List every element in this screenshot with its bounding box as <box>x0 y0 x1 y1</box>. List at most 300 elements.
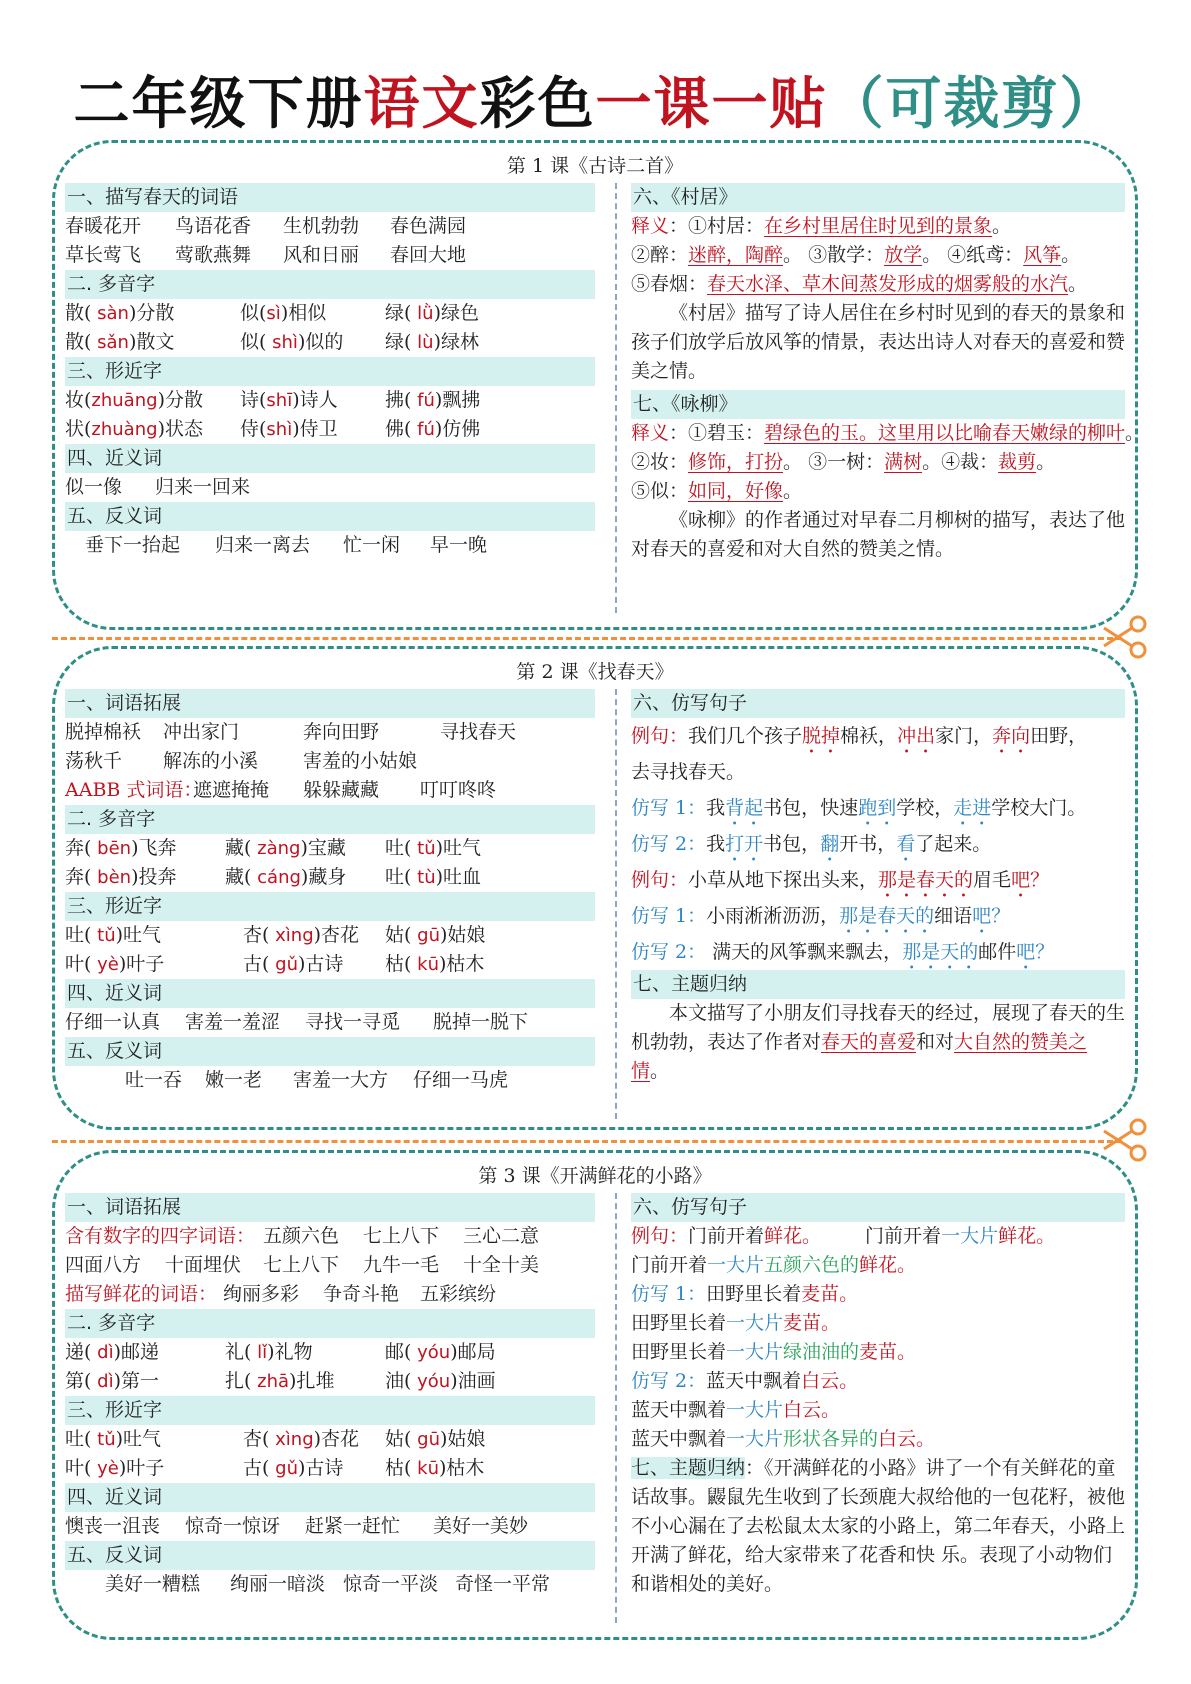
pinyin: sǎn <box>91 332 129 353</box>
punct: 。 <box>1125 422 1145 444</box>
text: 细语 <box>934 905 973 927</box>
word: 奇怪一平常 <box>455 1573 551 1595</box>
section-header: 二. 多音字 <box>65 805 595 834</box>
word: )吐气 <box>435 837 482 859</box>
text: ：《开满鲜花的小路》讲了一个有关鲜花的童话故事。鼹鼠先生收到了长颈鹿大叔给他的一包花籽，被他不小心漏在了去松鼠太太家的小路上，第二年春天，小路上开满了鲜花，给大家带来了花香和快 乐。表现了小动物们和谐相处的美好。 <box>631 1457 1126 1595</box>
word: 嫩一老 <box>205 1069 263 1091</box>
label: 释义 <box>631 215 670 237</box>
char: 藏( <box>225 866 252 888</box>
number-idiom-row <box>65 1222 595 1251</box>
word: 风和日丽 <box>283 244 360 266</box>
text: 学校， <box>896 797 954 819</box>
pinyin: xìng <box>269 925 314 946</box>
word: 十面埋伏 <box>165 1254 242 1276</box>
char: 似( <box>240 302 267 324</box>
right-column <box>615 183 1145 613</box>
word: )杏花 <box>313 1428 360 1450</box>
pinyin: yóu <box>411 1342 451 1363</box>
section-header: 五、反义词 <box>65 1037 595 1066</box>
char: 吐( <box>65 924 92 946</box>
imitation-sentence <box>631 934 1125 970</box>
word: 十全十美 <box>463 1254 540 1276</box>
char: 奔( <box>65 837 92 859</box>
section-header: 四、近义词 <box>65 444 595 473</box>
char: 似( <box>240 331 267 353</box>
text: 棉袄， <box>840 725 898 747</box>
section-header: 一、描写春天的词语 <box>65 183 595 212</box>
label: AABB 式词语： <box>65 779 203 801</box>
word: )杏花 <box>313 924 360 946</box>
pinyin: tù <box>411 867 436 888</box>
word: 惊奇一惊讶 <box>185 1515 281 1537</box>
text: 家门， <box>935 725 993 747</box>
definition: 碧绿色的玉。这里用以比喻春天嫩绿的柳叶 <box>764 422 1126 444</box>
word-row <box>65 212 595 241</box>
example-sentence <box>631 862 1125 898</box>
similar-char-row <box>65 386 595 415</box>
synonym-row <box>65 1512 595 1541</box>
word: 四面八方 <box>65 1254 142 1276</box>
word: 忙一闲 <box>343 534 401 556</box>
punct: 。 <box>1036 451 1056 473</box>
term: 。④裁： <box>922 451 999 473</box>
pinyin: zhuàng <box>91 419 158 440</box>
left-column <box>65 689 595 1095</box>
char: 叶( <box>65 1457 92 1479</box>
right-column <box>615 1193 1125 1623</box>
char: 藏( <box>225 837 252 859</box>
label: 仿写 1： <box>631 1283 707 1305</box>
imitation-sentence <box>631 1280 1125 1309</box>
highlight: 翻 <box>820 833 840 855</box>
word: )藏身 <box>300 866 347 888</box>
highlight: 冲出 <box>897 725 936 747</box>
example-sentence <box>631 1222 1125 1251</box>
word: )飞奔 <box>131 837 177 859</box>
text: 书包， <box>763 833 821 855</box>
highlight: 形状各异的 <box>783 1428 879 1450</box>
term: 。 ④纸鸢： <box>922 244 1024 266</box>
word: 春暖花开 <box>65 215 142 237</box>
text: 书包，快速 <box>763 797 859 819</box>
highlight: 吧？ <box>972 905 1011 927</box>
pinyin: shī <box>266 390 293 411</box>
section-header: 五、反义词 <box>65 1541 595 1570</box>
section-header: 三、形近字 <box>65 892 595 921</box>
definition-row <box>631 419 1145 448</box>
word: 赶紧一赶忙 <box>305 1515 401 1537</box>
word: )绿色 <box>433 302 479 324</box>
pinyin: lǐ <box>251 1342 268 1363</box>
highlight: 看 <box>896 833 916 855</box>
word: 争奇斗艳 <box>323 1283 400 1305</box>
char: 佛( <box>385 418 412 440</box>
word: )仿佛 <box>434 418 481 440</box>
word-row <box>65 718 595 747</box>
text: 满天的风筝飘来飘去， <box>706 941 903 963</box>
similar-char-row <box>65 1454 595 1483</box>
word: )叶子 <box>118 1457 165 1479</box>
definition: 裁剪 <box>998 451 1037 473</box>
word-row <box>65 241 595 270</box>
text: 蓝天中飘着 <box>706 1370 802 1392</box>
char: 吐( <box>385 866 412 888</box>
imitation-sentence <box>631 826 1125 862</box>
summary-paragraph <box>631 999 1125 1086</box>
number-idiom-row <box>65 1251 595 1280</box>
highlight: 绿油油的 <box>783 1341 860 1363</box>
similar-char-row <box>65 1425 595 1454</box>
char: 枯( <box>385 1457 412 1479</box>
word: )叶子 <box>118 953 165 975</box>
pinyin: tǔ <box>411 838 436 859</box>
pinyin: xìng <box>269 1429 314 1450</box>
title-part-color: 彩色 <box>479 72 596 137</box>
highlight: 脱掉 <box>802 725 841 747</box>
polyphone-row <box>65 1338 595 1367</box>
text: 门前开着 <box>631 1254 708 1276</box>
term: ②醉： <box>631 244 689 266</box>
left-column <box>65 1193 595 1599</box>
antonym-row <box>65 1066 595 1095</box>
char: 状( <box>65 418 92 440</box>
punct: 。 <box>1061 244 1081 266</box>
char: 杏( <box>243 924 270 946</box>
title-part-grade: 二年级下册 <box>73 72 364 137</box>
text: 田野， <box>1030 725 1088 747</box>
section-header: 三、形近字 <box>65 357 595 386</box>
highlight: 吧？ <box>1011 869 1050 891</box>
char: 吐( <box>385 837 412 859</box>
char: 递( <box>65 1341 92 1363</box>
section-header: 七、《咏柳》 <box>631 390 1125 419</box>
highlight: 一大片 <box>726 1399 784 1421</box>
section-header: 四、近义词 <box>65 1483 595 1512</box>
title-part-subject: 语文 <box>363 72 480 137</box>
text: 邮件 <box>978 941 1017 963</box>
section-header: 一、词语拓展 <box>65 689 595 718</box>
lesson-card-3 <box>52 1150 1138 1640</box>
char: 第( <box>65 1370 92 1392</box>
example-sentence-cont: 去寻找春天。 <box>631 761 746 783</box>
word: )散文 <box>128 331 175 353</box>
text: 和对 <box>916 1031 955 1053</box>
lesson-title: 第 1 课《古诗二首》 <box>506 155 684 177</box>
section-header: 七、主题归纳 <box>631 1457 746 1479</box>
text: 蓝天中飘着 <box>631 1399 727 1421</box>
char: 姑( <box>385 924 412 946</box>
char: 姑( <box>385 1428 412 1450</box>
word: )第一 <box>113 1370 159 1392</box>
lesson-card-1 <box>52 140 1145 630</box>
highlight: 走进 <box>953 797 992 819</box>
synonym-row <box>65 1008 595 1037</box>
summary-paragraph: 《咏柳》的作者通过对早春二月柳树的描写，表达了他对春天的喜爱和对大自然的赞美之情。 <box>631 509 1126 560</box>
definition-row <box>631 241 1125 270</box>
word: 生机勃勃 <box>283 215 360 237</box>
pinyin: yè <box>91 1458 119 1479</box>
word: )扎堆 <box>289 1370 335 1392</box>
word: 九牛一毛 <box>363 1254 440 1276</box>
text: 我们几个孩子 <box>688 725 803 747</box>
word: )飘拂 <box>434 389 481 411</box>
word: 奔向田野 <box>303 721 380 743</box>
term: ：①村居： <box>669 215 765 237</box>
imitation-sentence <box>631 1396 1125 1425</box>
word: 垂下一抬起 <box>85 534 181 556</box>
highlight: 背起 <box>725 797 764 819</box>
highlight: 一大片 <box>726 1341 784 1363</box>
section-header: 二. 多音字 <box>65 1309 595 1338</box>
word: )似的 <box>297 331 344 353</box>
label: 释义 <box>631 422 670 444</box>
text: 开书， <box>839 833 897 855</box>
pinyin: sì <box>266 303 281 324</box>
label: 仿写 2： <box>631 833 707 855</box>
definition: 风筝 <box>1023 244 1062 266</box>
text: 眉毛 <box>973 869 1012 891</box>
flower-word-row <box>65 1280 595 1309</box>
pinyin: kū <box>411 954 439 975</box>
highlight: 一大片 <box>941 1225 999 1247</box>
imitation-sentence <box>631 898 1125 934</box>
pinyin: gū <box>411 1429 440 1450</box>
pinyin: gǔ <box>269 954 298 975</box>
pinyin: tǔ <box>91 1429 116 1450</box>
word: 绚丽多彩 <box>223 1283 300 1305</box>
char: 绿( <box>385 302 412 324</box>
word: 惊奇一平淡 <box>343 1573 439 1595</box>
label: 例句： <box>631 1225 689 1247</box>
word: 莺歌燕舞 <box>175 244 252 266</box>
word: )姑娘 <box>439 1428 486 1450</box>
pinyin: fú <box>411 390 435 411</box>
highlight: 白云。 <box>801 1370 859 1392</box>
char: 礼( <box>225 1341 252 1363</box>
imitation-sentence <box>631 1309 1125 1338</box>
term: ⑤似： <box>631 480 689 502</box>
text: 小雨淅淅沥沥， <box>706 905 840 927</box>
word: 冲出家门 <box>163 721 240 743</box>
word-row <box>65 747 595 776</box>
pinyin: zhā <box>251 1371 290 1392</box>
char: 邮( <box>385 1341 412 1363</box>
highlight: 鲜花。 <box>998 1225 1056 1247</box>
lesson-card-2 <box>52 646 1138 1130</box>
char: 奔( <box>65 866 92 888</box>
word: )投奔 <box>131 866 177 888</box>
word: )枯木 <box>438 953 485 975</box>
definition: 迷醉，陶醉 <box>688 244 784 266</box>
definition-row <box>631 212 1125 241</box>
char: 绿( <box>385 331 412 353</box>
page-title <box>0 70 1191 140</box>
pinyin: yè <box>91 954 119 975</box>
text: 田野里长着 <box>706 1283 802 1305</box>
word: 似一像 <box>65 476 123 498</box>
section-header: 六、仿写句子 <box>631 689 1125 718</box>
punct: 。 <box>650 1060 670 1082</box>
definition-row <box>631 477 1125 506</box>
highlight: 打开 <box>725 833 764 855</box>
word: 三心二意 <box>463 1225 540 1247</box>
word: )礼物 <box>267 1341 313 1363</box>
antonym-row <box>65 531 595 560</box>
example-sentence <box>631 718 1125 754</box>
text: 本文描写了小朋友们寻找春天的经过，展现了春天的生机勃勃，表达了作者对 <box>631 1002 1126 1053</box>
word: 鸟语花香 <box>175 215 252 237</box>
highlight: 一大片 <box>726 1428 784 1450</box>
text: 学校大门。 <box>991 797 1087 819</box>
text: 田野里长着 <box>631 1312 727 1334</box>
word: 寻找一寻觅 <box>305 1011 401 1033</box>
similar-char-row <box>65 921 595 950</box>
synonym-row <box>65 473 595 502</box>
word: )枯木 <box>438 1457 485 1479</box>
label: 例句： <box>631 725 689 747</box>
text: 了起来。 <box>915 833 992 855</box>
word: 归来一回来 <box>155 476 251 498</box>
highlight: 跑到 <box>858 797 897 819</box>
pinyin: bèn <box>91 867 132 888</box>
word: )姑娘 <box>439 924 486 946</box>
text: 我 <box>706 797 726 819</box>
pinyin: shì <box>266 419 293 440</box>
text: 门前开着 <box>688 1225 765 1247</box>
highlight: 鲜花。 <box>764 1225 822 1247</box>
word: )相似 <box>280 302 327 324</box>
pinyin: gū <box>411 925 440 946</box>
pinyin: lǜ <box>411 303 434 324</box>
word: )吐血 <box>435 866 482 888</box>
char: 杏( <box>243 1428 270 1450</box>
section-header: 三、形近字 <box>65 1396 595 1425</box>
pinyin: yóu <box>411 1371 451 1392</box>
polyphone-row <box>65 834 595 863</box>
highlight: 大自然的赞美之情 <box>631 1031 1088 1082</box>
definition: 如同，好像 <box>688 480 784 502</box>
char: 侍( <box>240 418 267 440</box>
pinyin: kū <box>411 1458 439 1479</box>
word: )吐气 <box>115 924 162 946</box>
pinyin: dì <box>91 1342 114 1363</box>
pinyin: fú <box>411 419 435 440</box>
punct: 。 <box>783 480 803 502</box>
word: 归来一离去 <box>215 534 311 556</box>
word: 美好一美妙 <box>433 1515 529 1537</box>
punct: 。 <box>992 215 1012 237</box>
word: 荡秋千 <box>65 750 123 772</box>
pinyin: bēn <box>91 838 132 859</box>
term: 。 ③一树： <box>783 451 885 473</box>
char: 吐( <box>65 1428 92 1450</box>
similar-char-row <box>65 415 595 444</box>
pinyin: cáng <box>251 867 301 888</box>
definition: 放学 <box>884 244 923 266</box>
title-part-lesson: 一课一贴 <box>595 72 828 137</box>
summary-paragraph: 《村居》描写了诗人居住在乡村时见到的春天的景象和孩子们放学后放风筝的情景，表达出诗人对春天的喜爱和赞美之情。 <box>631 302 1126 382</box>
word: 躲躲藏藏 <box>303 779 380 801</box>
word: 春色满园 <box>390 215 467 237</box>
polyphone-row <box>65 299 595 328</box>
cut-line <box>52 1140 1122 1143</box>
definition: 在乡村里居住时见到的景象 <box>764 215 993 237</box>
aabb-row <box>65 776 595 805</box>
word: 早一晚 <box>430 534 488 556</box>
definition-row <box>631 270 1125 299</box>
label: 仿写 1： <box>631 797 707 819</box>
text: 我 <box>706 833 726 855</box>
pinyin: tǔ <box>91 925 116 946</box>
highlight: 麦苗。 <box>801 1283 859 1305</box>
word: 七上八下 <box>363 1225 440 1247</box>
word: )侍卫 <box>292 418 338 440</box>
highlight: 那是天的 <box>902 941 979 963</box>
text: 蓝天中飘着 <box>631 1428 727 1450</box>
word: )油画 <box>450 1370 496 1392</box>
word: )古诗 <box>297 1457 344 1479</box>
section-header: 六、仿写句子 <box>631 1193 1125 1222</box>
word: 脱掉棉袄 <box>65 721 142 743</box>
cut-line <box>52 637 1122 640</box>
label: 例句： <box>631 869 689 891</box>
summary-paragraph <box>631 1454 1125 1599</box>
polyphone-row <box>65 328 595 357</box>
word: 害羞一羞涩 <box>185 1011 281 1033</box>
highlight: 一大片 <box>707 1254 765 1276</box>
highlight: 五颜六色的 <box>764 1254 860 1276</box>
word: 害羞的小姑娘 <box>303 750 418 772</box>
section-header: 七、主题归纳 <box>631 970 1125 999</box>
left-column <box>65 183 595 560</box>
imitation-sentence <box>631 1338 1125 1367</box>
word: )分散 <box>128 302 175 324</box>
word: )绿林 <box>433 331 479 353</box>
word: 五彩缤纷 <box>420 1283 497 1305</box>
char: 枯( <box>385 953 412 975</box>
example-sentence <box>631 1251 1125 1280</box>
word: 五颜六色 <box>263 1225 340 1247</box>
highlight: 那是春天的 <box>839 905 935 927</box>
text: 门前开着 <box>865 1225 942 1247</box>
text: 小草从地下探出头来， <box>688 869 879 891</box>
char: 古( <box>243 1457 270 1479</box>
word: 绚丽一暗淡 <box>230 1573 326 1595</box>
pinyin: dì <box>91 1371 114 1392</box>
word: )邮递 <box>113 1341 159 1363</box>
word: )诗人 <box>292 389 338 411</box>
highlight: 那是春天的 <box>878 869 974 891</box>
word: 仔细一认真 <box>65 1011 161 1033</box>
word: 美好一糟糕 <box>105 1573 201 1595</box>
label: 仿写 2： <box>631 941 707 963</box>
highlight: 麦苗。 <box>859 1341 917 1363</box>
word: 脱掉一脱下 <box>433 1011 529 1033</box>
highlight: 吧？ <box>1016 941 1055 963</box>
word: 草长莺飞 <box>65 244 142 266</box>
word: 寻找春天 <box>440 721 517 743</box>
term: 。 ③散学： <box>783 244 885 266</box>
antonym-row <box>65 1570 595 1599</box>
highlight: 白云。 <box>783 1399 841 1421</box>
imitation-sentence <box>631 1425 1125 1454</box>
label: 仿写 1： <box>631 905 707 927</box>
word: )吐气 <box>115 1428 162 1450</box>
label: 含有数字的四字词语： <box>65 1225 256 1247</box>
word: )状态 <box>157 418 203 440</box>
pinyin: sàn <box>91 303 129 324</box>
highlight: 白云。 <box>878 1428 936 1450</box>
